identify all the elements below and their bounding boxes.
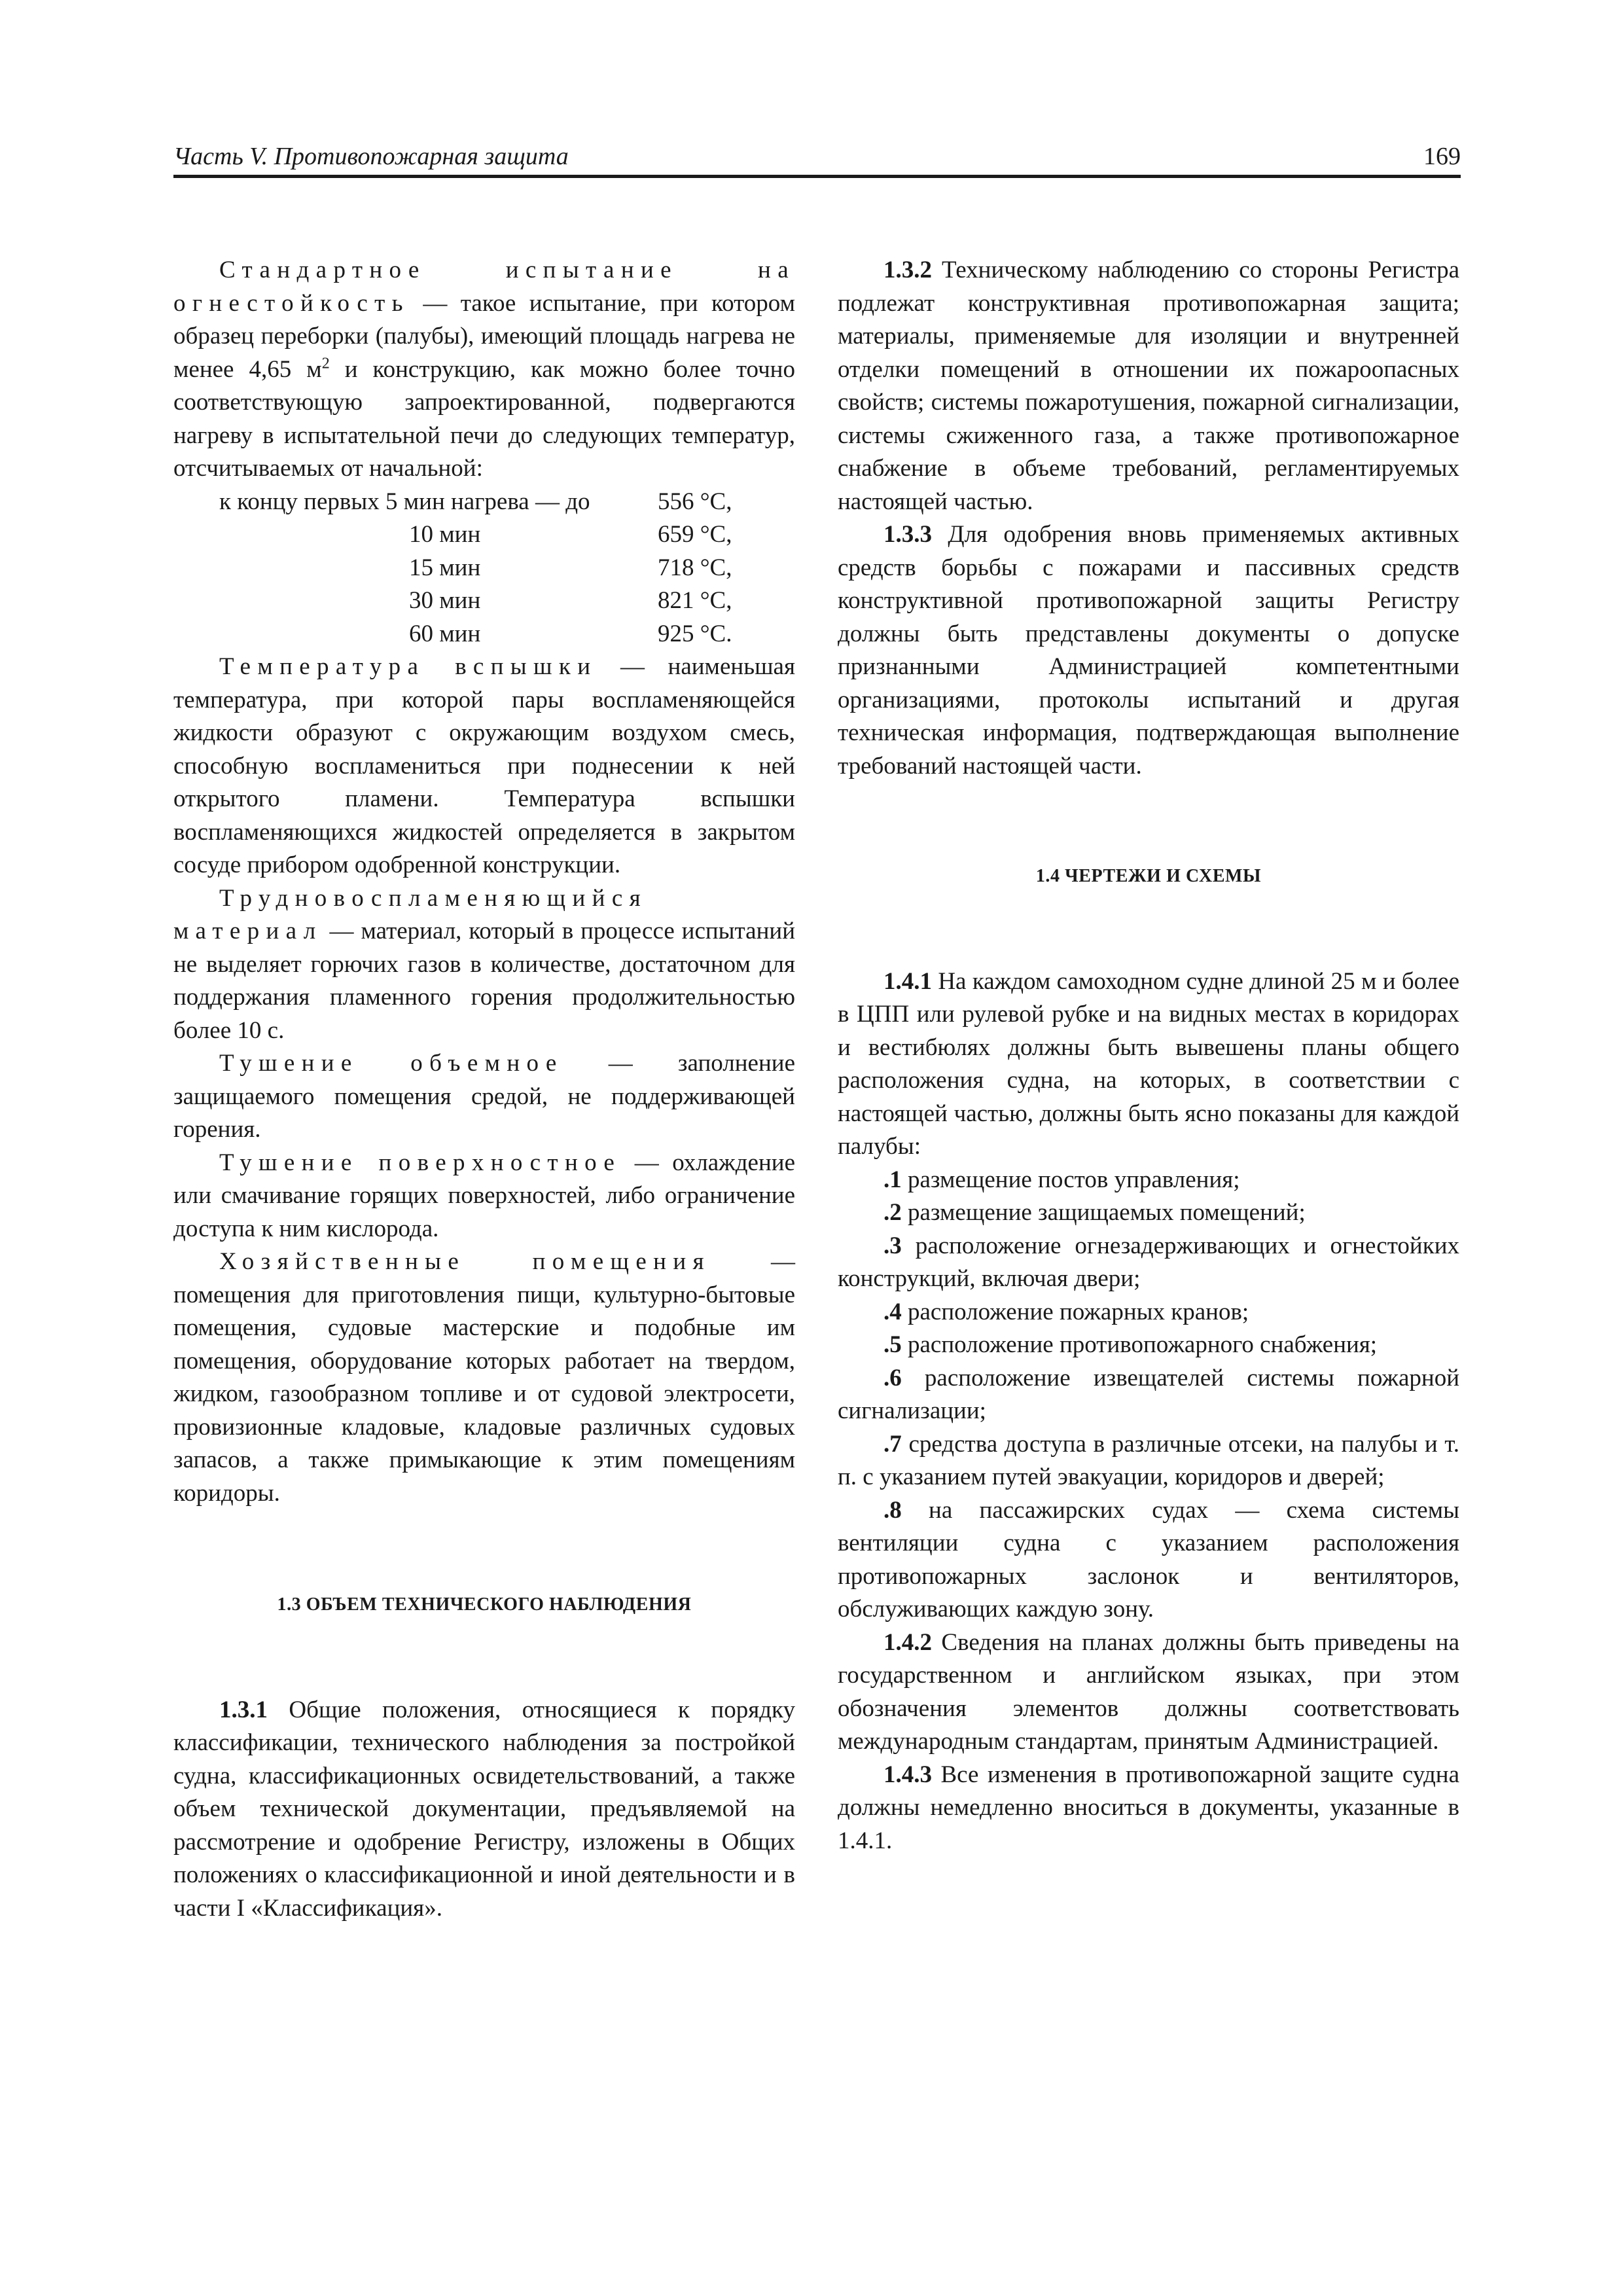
running-header: [173, 139, 1461, 178]
list-item: .8 на пассажирских судах — схема системы вентиляции судна с указанием расположения противопожарных заслонок и вентиляторов, обслуживающих каждую зону.: [838, 1496, 1459, 1623]
definition-surface-extinguishing: Тушение поверхностное — охлаждение или смачивание горящих поверхностей, либо ограничение доступа к ним кислорода.: [173, 1149, 795, 1242]
plan-items-list: [838, 1164, 1459, 1626]
paragraph-1-4-2: 1.4.2 Сведения на планах должны быть приведены на государственном и английском языках, при этом обозначения элементов должны соответствовать международным стандартам, принятым Администрацией.: [838, 1628, 1459, 1755]
list-item: .4 расположение пожарных кранов;: [883, 1298, 1249, 1325]
paragraph-1-3-1: 1.3.1 Общие положения, относящиеся к порядку классификации, технического наблюдения за постройкой судна, классификационных освидетельствований, а также объем технической документации, предъявляемой на рассмотрение и одобрение Регистру, изложены в Общих положениях о классификационной и иной деятельности и в части I «Классификация».: [173, 1696, 795, 1922]
definition-volume-extinguishing: Тушение объемное — заполнение защищаемого помещения средой, не поддерживающей горения.: [173, 1050, 795, 1143]
term: Хозяйственные помещения: [219, 1248, 711, 1275]
paragraph-1-3-2: 1.3.2 Техническому наблюдению со стороны Регистра подлежат конструктивная противопожарная защита; материалы, применяемые для изоляции и внутренней отделки помещений в отношении их пожароопасных свойств; системы пожаротушения, пожарной сигнализации, системы сжиженного газа, а также противопожарное снабжение в объеме требований, регламентируемых настоящей частью.: [838, 257, 1459, 515]
temperature-row: к концу первых 5 мин нагрева — до 556 °С,: [219, 488, 732, 515]
term: Стандартное испытание на огнестойкость: [173, 257, 795, 317]
list-item: .3 расположение огнезадерживающих и огнестойких конструкций, включая двери;: [838, 1232, 1459, 1292]
paragraph-number: 1.4.2: [883, 1628, 932, 1656]
page-number: 169: [1423, 143, 1461, 170]
paragraph-1-4-3: 1.4.3 Все изменения в противопожарной защите судна должны немедленно вноситься в документы, указанные в 1.4.1.: [838, 1761, 1459, 1854]
running-title: Часть V. Противопожарная защита: [173, 143, 569, 170]
temperature-row: 15 мин 718 °С,: [409, 554, 732, 581]
temperature-row: 10 мин 659 °С,: [409, 521, 732, 548]
temperature-row: 60 мин 925 °С.: [409, 620, 732, 647]
paragraph-1-3-3: 1.3.3 Для одобрения вновь применяемых активных средств борьбы с пожарами и пассивных средств конструктивной противопожарной защиты Регистру должны быть представлены документы о допуске признанными Администрацией компетентными организациями, протоколы испытаний и другая техническая информация, подтверждающая выполнение требований настоящей части.: [838, 521, 1459, 780]
list-item: .2 размещение защищаемых помещений;: [883, 1199, 1306, 1226]
list-item: .1 размещение постов управления;: [883, 1166, 1240, 1193]
paragraph-number: 1.3.1: [219, 1696, 268, 1723]
list-item: .5 расположение противопожарного снабжения;: [883, 1331, 1378, 1358]
definition-fire-test: Стандартное испытание на огнестойкость — такое испытание, при котором образец переборки (палубы), имеющий площадь нагрева не менее 4,65 $м^2$ и конструкцию, как можно более точно соответствующую запроектированной, подвергаются нагреву в испытательной печи до следующих температур, отсчитываемых от начальной:: [173, 257, 795, 482]
definition-service-spaces: Хозяйственные помещения — помещения для приготовления пищи, культурно-бытовые помещения, судовые мастерские и подобные им помещения, оборудование которых работает на твердом, жидком, газообразном топливе и от судовой электросети, провизионные кладовые, кладовые различных судовых запасов, а также примыкающие к этим помещениям коридоры.: [173, 1248, 795, 1507]
term: Температура вспышки: [219, 653, 597, 680]
left-column: [173, 254, 795, 1925]
list-item: .6 расположение извещателей системы пожарной сигнализации;: [838, 1364, 1459, 1424]
definition-low-flammable: Трудновоспламеняющийся материал — материал, который в процессе испытаний не выделяет горючих газов в количестве, достаточном для поддержания пламенного горения продолжительностью более 10 с.: [173, 884, 795, 1044]
term: Трудновоспламеняющийся материал: [173, 884, 647, 944]
paragraph-number: 1.3.2: [883, 257, 932, 283]
section-heading-1-3: 1.3 ОБЪЕМ ТЕХНИЧЕСКОГО НАБЛЮДЕНИЯ: [277, 1594, 692, 1615]
definition-flash-point: Температура вспышки — наименьшая температура, при которой пары воспламеняющейся жидкости образуют с окружающим воздухом смесь, способную воспламениться при поднесении к ней открытого пламени. Температура вспышки воспламеняющихся жидкостей определяется в закрытом сосуде прибором одобренной конструкции.: [173, 653, 796, 878]
section-heading-1-4: 1.4 ЧЕРТЕЖИ И СХЕМЫ: [1035, 866, 1262, 886]
temperature-table: [173, 486, 795, 651]
paragraph-number: 1.4.3: [883, 1761, 932, 1788]
term: Тушение объемное: [219, 1050, 563, 1077]
temperature-row: 30 мин 821 °С,: [409, 587, 732, 614]
paragraph-1-4-1: 1.4.1 На каждом самоходном судне длиной 25 м и более в ЦПП или рулевой рубке и на видных местах в коридорах и вестибюлях должны быть вывешены планы общего расположения судна, на которых, в соответствии с настоящей частью, должны быть ясно показаны для каждой палубы:: [838, 967, 1459, 1160]
right-column: [838, 254, 1459, 1857]
term: Тушение поверхностное: [219, 1149, 622, 1176]
list-item: .7 средства доступа в различные отсеки, на палубы и т. п. с указанием путей эвакуации, коридоров и дверей;: [838, 1430, 1459, 1490]
paragraph-number: 1.3.3: [883, 521, 932, 548]
paragraph-number: 1.4.1: [883, 967, 932, 995]
